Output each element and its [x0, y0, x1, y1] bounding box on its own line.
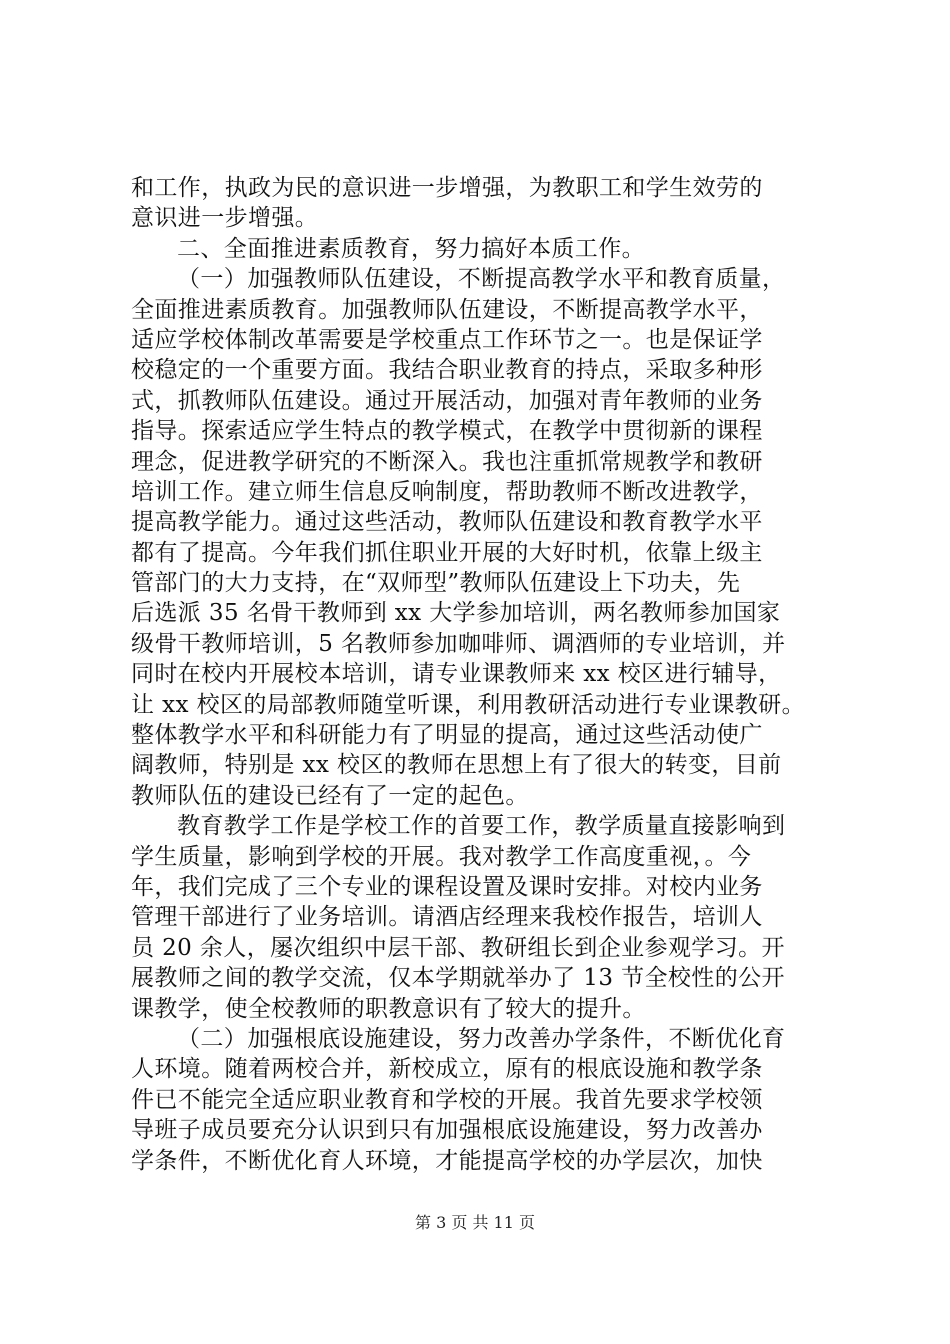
text-line: 管部门的大力支持，在“双师型”教师队伍建设上下功夫，先: [131, 570, 741, 597]
text-line: 人环境。随着两校合并，新校成立，原有的根底设施和教学条: [131, 1056, 763, 1083]
page-number-footer: 第 3 页 共 11 页: [415, 1213, 535, 1232]
paragraph-start: 教育教学工作是学校工作的首要工作，教学质量直接影响到: [177, 813, 786, 840]
text-line: 适应学校体制改革需要是学校重点工作环节之一。也是保证学: [131, 326, 763, 353]
text-line: 让 xx 校区的局部教师随堂听课，利用教研活动进行专业课教研。: [131, 691, 805, 718]
text-line: 员 20 余人，屡次组织中层干部、教研组长到企业参观学习。开: [131, 934, 785, 961]
text-line: 导班子成员要充分认识到只有加强根底设施建设，努力改善办: [131, 1117, 763, 1144]
text-line: 培训工作。建立师生信息反响制度，帮助教师不断改进教学，: [131, 478, 763, 505]
text-line: 后选派 35 名骨干教师到 xx 大学参加培训，两名教师参加国家: [131, 600, 781, 627]
text-line: 级骨干教师培训，5 名教师参加咖啡师、调酒师的专业培训，并: [131, 630, 786, 657]
text-line: 指导。探索适应学生特点的教学模式，在教学中贯彻新的课程: [131, 418, 763, 445]
text-line: 课教学，使全校教师的职教意识有了较大的提升。: [131, 995, 646, 1022]
text-line: 年，我们完成了三个专业的课程设置及课时安排。对校内业务: [131, 873, 763, 900]
subsection-heading: （一）加强教师队伍建设，不断提高教学水平和教育质量，: [177, 266, 786, 293]
text-line: 学条件，不断优化育人环境，才能提高学校的办学层次，加快: [131, 1147, 763, 1174]
text-line: 全面推进素质教育。加强教师队伍建设，不断提高教学水平，: [131, 296, 763, 323]
text-line: 教师队伍的建设已经有了一定的起色。: [131, 782, 529, 809]
text-line: 意识进一步增强。: [131, 205, 319, 232]
subsection-heading: （二）加强根底设施建设，努力改善办学条件，不断优化育: [177, 1025, 786, 1052]
text-line: 理念，促进教学研究的不断深入。我也注重抓常规教学和教研: [131, 448, 763, 475]
text-line: 提高教学能力。通过这些活动，教师队伍建设和教育教学水平: [131, 509, 763, 536]
text-line: 式，抓教师队伍建设。通过开展活动，加强对青年教师的业务: [131, 387, 763, 414]
text-line: 都有了提高。今年我们抓住职业开展的大好时机，依靠上级主: [131, 539, 763, 566]
text-line: 同时在校内开展校本培训，请专业课教师来 xx 校区进行辅导，: [131, 661, 782, 688]
text-line: 管理干部进行了业务培训。请酒店经理来我校作报告，培训人: [131, 904, 763, 931]
text-line: 整体教学水平和科研能力有了明显的提高，通过这些活动使广: [131, 722, 763, 749]
text-line: 校稳定的一个重要方面。我结合职业教育的持点，采取多种形: [131, 357, 763, 384]
text-line: 和工作，执政为民的意识进一步增强，为教职工和学生效劳的: [131, 175, 763, 201]
text-line: 学生质量，影响到学校的开展。我对教学工作高度重视，。今: [131, 843, 752, 870]
text-line: 展教师之间的教学交流，仅本学期就举办了 13 节全校性的公开: [131, 965, 785, 992]
text-line: 阔教师，特别是 xx 校区的教师在思想上有了很大的转变，目前: [131, 752, 782, 779]
text-line: 件已不能完全适应职业教育和学校的开展。我首先要求学校领: [131, 1086, 763, 1113]
document-body: [131, 173, 836, 1176]
section-heading: 二、全面推进素质教育，努力搞好本质工作。: [177, 235, 645, 262]
